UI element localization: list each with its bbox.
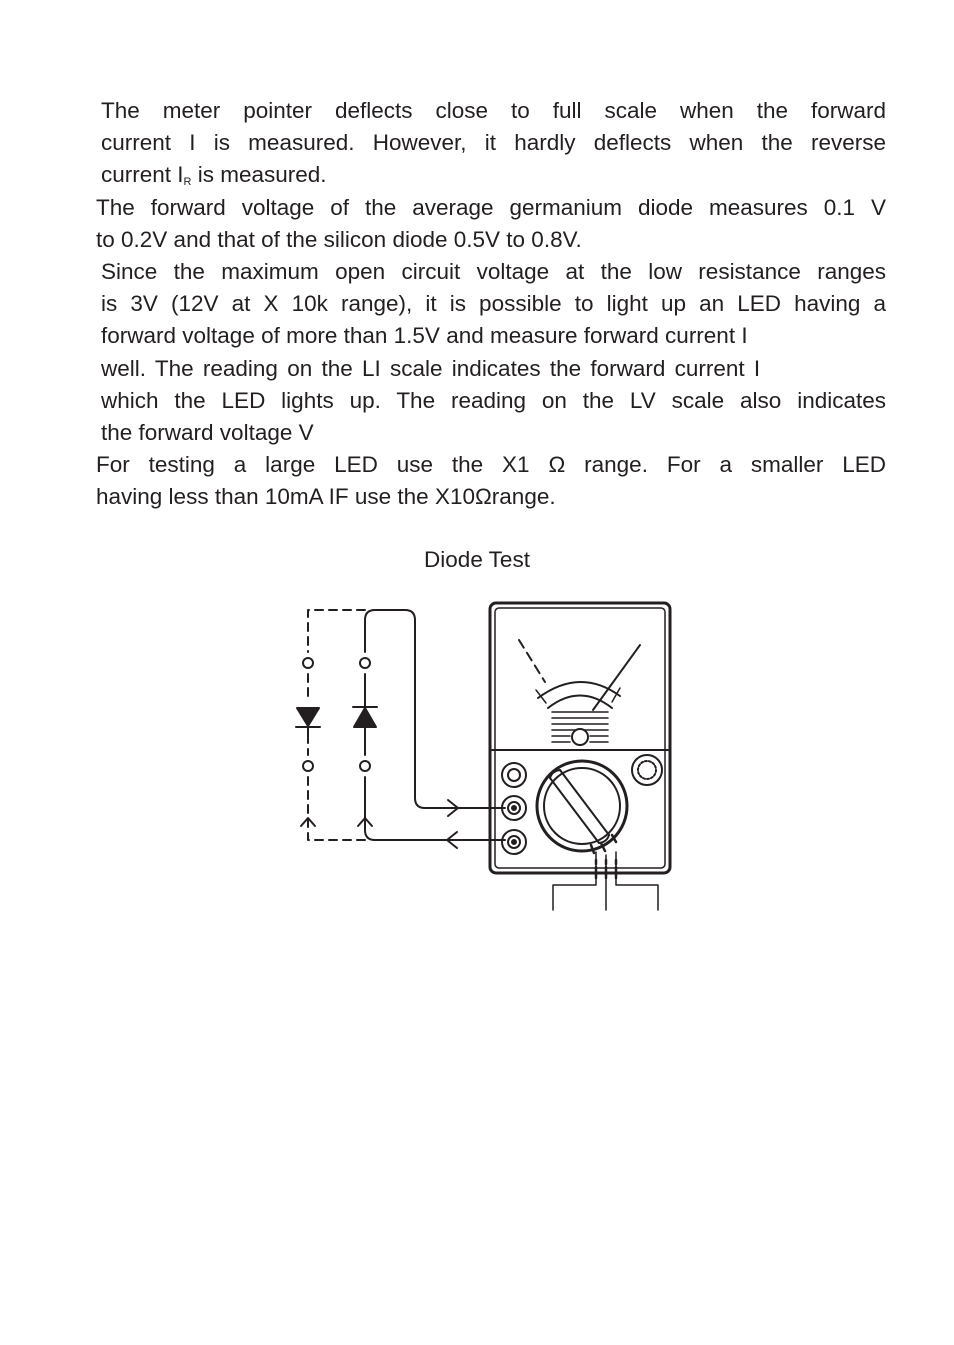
- text-line: which the LED lights up. The reading on the LV scale also indicates: [101, 387, 886, 413]
- text-line: Since the maximum open circuit voltage at the low resistance ranges: [101, 259, 886, 284]
- text-line: having less than 10mA IF use the X10Ωrange.: [96, 484, 556, 510]
- forward-connection-wiring: [353, 610, 505, 848]
- paragraph-forward-voltage: [96, 192, 886, 256]
- text-fragment: current I: [101, 162, 184, 188]
- figure-caption: Diode Test: [424, 547, 530, 572]
- text-line: For testing a large LED use the X1 Ω range. For a smaller LED: [96, 452, 886, 477]
- diode-test-diagram: [290, 595, 680, 920]
- paragraph-led-test: [101, 256, 886, 449]
- text-line: the forward voltage V: [101, 420, 314, 446]
- text-line: The meter pointer deflects close to full scale when the forward: [101, 98, 886, 123]
- text-line: to 0.2V and that of the silicon diode 0.5V to 0.8V.: [96, 227, 582, 253]
- paragraph-range-selection: [96, 449, 886, 513]
- paragraph-forward-reverse-current: [101, 95, 886, 199]
- subscript-r: R: [183, 176, 192, 189]
- text-line: The forward voltage of the average germanium diode measures 0.1 V: [96, 195, 886, 220]
- text-line: forward voltage of more than 1.5V and measure forward current I: [101, 323, 748, 349]
- zero-adjust-knob: [632, 755, 662, 785]
- text-line: current I is measured. However, it hardly deflects when the reverse: [101, 130, 886, 156]
- meter-face: [519, 640, 640, 745]
- text-line: well. The reading on the LI scale indicates the forward current I: [101, 355, 761, 381]
- range-leader-lines: [553, 852, 658, 910]
- text-fragment: is measured.: [191, 162, 327, 188]
- text-line: is 3V (12V at X 10k range), it is possible to light up an LED having a: [101, 291, 886, 317]
- range-selector-dial: [537, 761, 627, 853]
